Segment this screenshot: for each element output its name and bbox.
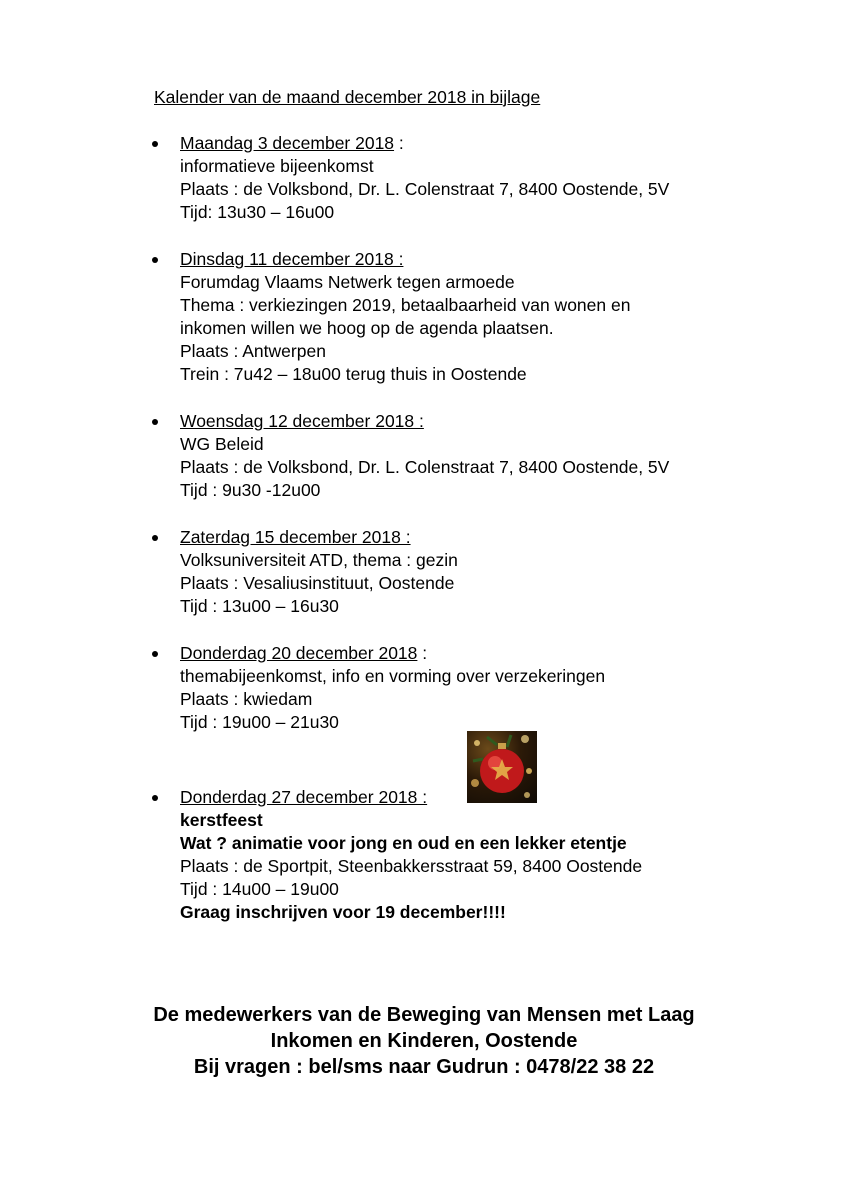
event-detail-line: informatieve bijeenkomst xyxy=(180,156,374,176)
event-date-line xyxy=(180,132,800,155)
event-detail-line: inkomen willen we hoog op de agenda plaatsen. xyxy=(180,318,554,338)
bullet-icon xyxy=(152,795,158,801)
event-detail-line: Thema : verkiezingen 2019, betaalbaarheid van wonen en xyxy=(180,295,631,315)
event-detail-line: Tijd : 9u30 -12u00 xyxy=(180,480,321,500)
event-date-line xyxy=(180,410,800,433)
event-detail-line: themabijeenkomst, info en vorming over verzekeringen xyxy=(180,666,606,686)
event-detail-line: Plaats : de Volksbond, Dr. L. Colenstraat 7, 8400 Oostende, 5V xyxy=(180,457,670,477)
event-date-line xyxy=(180,526,800,549)
footer-line-3: Bij vragen : bel/sms naar Gudrun : 0478/22 38 22 xyxy=(193,1056,655,1078)
event-date: Woensdag 12 december 2018 : xyxy=(180,411,424,431)
event-date: Donderdag 20 december 2018 xyxy=(180,643,418,663)
calendar-heading: Kalender van de maand december 2018 in bijlage xyxy=(154,87,541,107)
event-detail-line: Plaats : Vesaliusinstituut, Oostende xyxy=(180,573,455,593)
event-date-line xyxy=(180,642,800,665)
event-detail-line: Graag inschrijven voor 19 december!!!! xyxy=(180,902,506,922)
bullet-icon xyxy=(152,651,158,657)
event-detail-line: Trein : 7u42 – 18u00 terug thuis in Oostende xyxy=(180,364,527,384)
event-date: Dinsdag 11 december 2018 : xyxy=(180,249,404,269)
event-details xyxy=(180,132,800,224)
event-detail-line: Plaats : Antwerpen xyxy=(180,341,326,361)
event-details xyxy=(180,410,800,502)
footer-line-2: Inkomen en Kinderen, Oostende xyxy=(270,1030,578,1052)
event-date: Zaterdag 15 december 2018 : xyxy=(180,527,411,547)
event-date-suffix: : xyxy=(417,643,428,663)
event-detail-line: Forumdag Vlaams Netwerk tegen armoede xyxy=(180,272,515,292)
event-date: Maandag 3 december 2018 xyxy=(180,133,395,153)
christmas-ornament-icon xyxy=(467,731,537,803)
footer-contact xyxy=(0,1002,848,1080)
event-detail-line: WG Beleid xyxy=(180,434,264,454)
bullet-icon xyxy=(152,257,158,263)
event-details xyxy=(180,642,800,734)
bullet-icon xyxy=(152,535,158,541)
event-detail-line: Plaats : de Volksbond, Dr. L. Colenstraat 7, 8400 Oostende, 5V xyxy=(180,179,670,199)
event-date: Donderdag 27 december 2018 : xyxy=(180,787,428,807)
event-detail-line: kerstfeest xyxy=(180,810,263,830)
bullet-icon xyxy=(152,141,158,147)
event-detail-line: Plaats : kwiedam xyxy=(180,689,313,709)
event-detail-line: Tijd: 13u30 – 16u00 xyxy=(180,202,335,222)
event-details xyxy=(180,786,800,924)
event-date-suffix: : xyxy=(394,133,404,153)
event-detail-line: Plaats : de Sportpit, Steenbakkersstraat 59, 8400 Oostende xyxy=(180,856,643,876)
event-details xyxy=(180,526,800,618)
event-details xyxy=(180,248,800,386)
event-date-line xyxy=(180,248,800,271)
event-detail-line: Tijd : 19u00 – 21u30 xyxy=(180,712,339,732)
event-detail-line: Tijd : 13u00 – 16u30 xyxy=(180,596,339,616)
event-detail-line: Tijd : 14u00 – 19u00 xyxy=(180,879,339,899)
footer-line-1: De medewerkers van de Beweging van Mensen met Laag xyxy=(153,1004,695,1026)
bullet-icon xyxy=(152,419,158,425)
event-detail-line: Volksuniversiteit ATD, thema : gezin xyxy=(180,550,458,570)
event-detail-line: Wat ? animatie voor jong en oud en een lekker etentje xyxy=(180,833,627,853)
